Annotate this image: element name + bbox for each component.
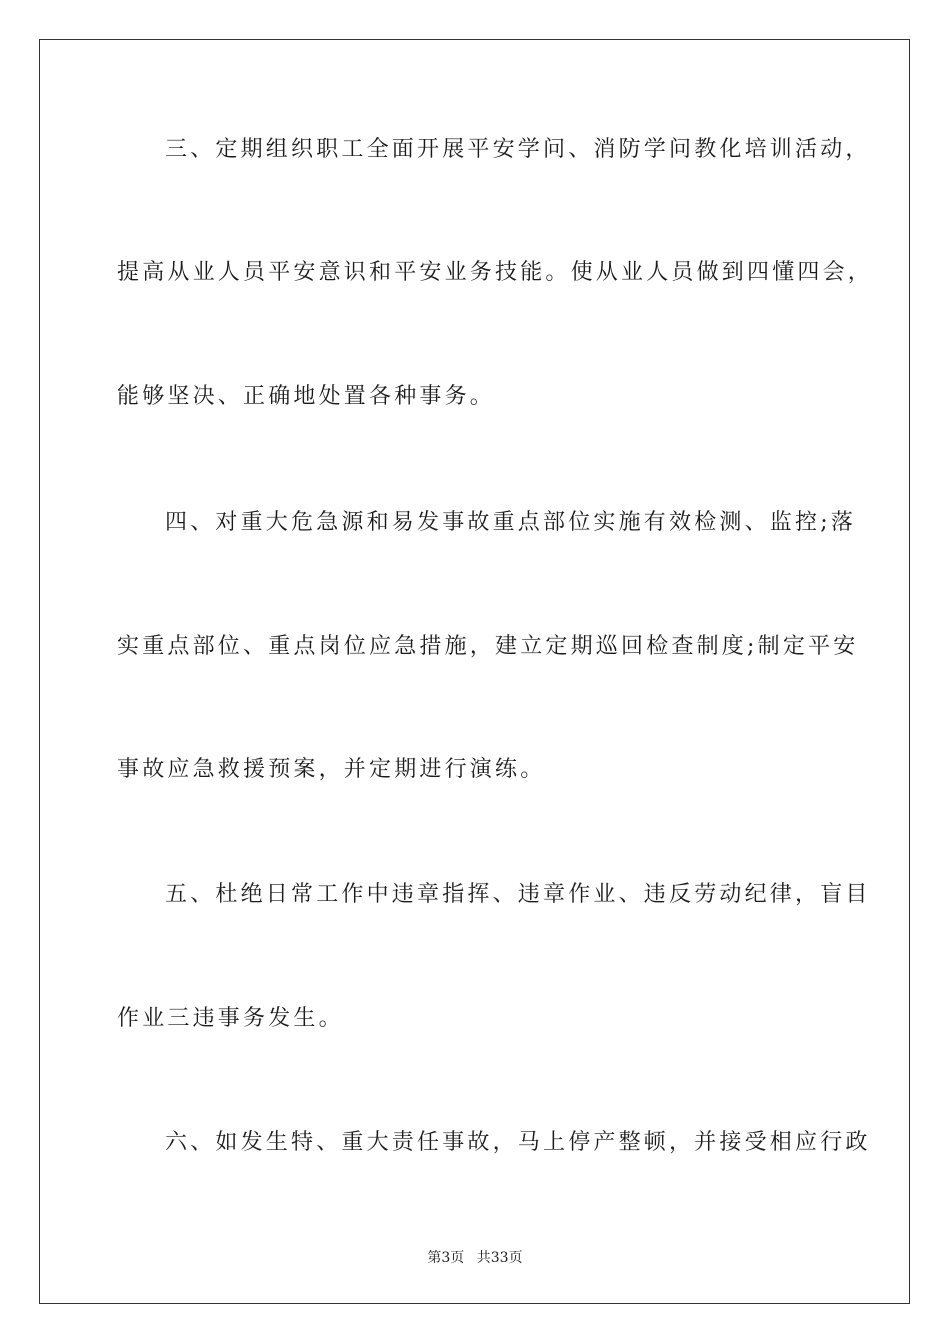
page-number: 第3页 [427, 1250, 465, 1266]
paragraph-line: 实重点部位、重点岗位应急措施，建立定期巡回检查制度;制定平安 [117, 634, 859, 659]
paragraph-line: 能够坚决、正确地处置各种事务。 [117, 384, 496, 409]
page-footer [0, 1248, 950, 1268]
paragraph-line: 事故应急救援预案，并定期进行演练。 [117, 757, 546, 782]
paragraph-line: 四、对重大危急源和易发事故重点部位实施有效检测、监控;落 [165, 510, 857, 535]
paragraph-line: 作业三违事务发生。 [117, 1006, 344, 1031]
page-total: 共33页 [476, 1250, 523, 1266]
paragraph-line: 提高从业人员平安意识和平安业务技能。使从业人员做到四懂四会， [117, 260, 874, 285]
page-border [39, 39, 910, 1304]
paragraph-line: 六、如发生特、重大责任事故，马上停产整顿，并接受相应行政 [165, 1130, 871, 1155]
paragraph-line: 五、杜绝日常工作中违章指挥、违章作业、违反劳动纪律，盲目 [165, 882, 871, 907]
paragraph-line: 三、定期组织职工全面开展平安学问、消防学问教化培训活动， [165, 137, 871, 162]
